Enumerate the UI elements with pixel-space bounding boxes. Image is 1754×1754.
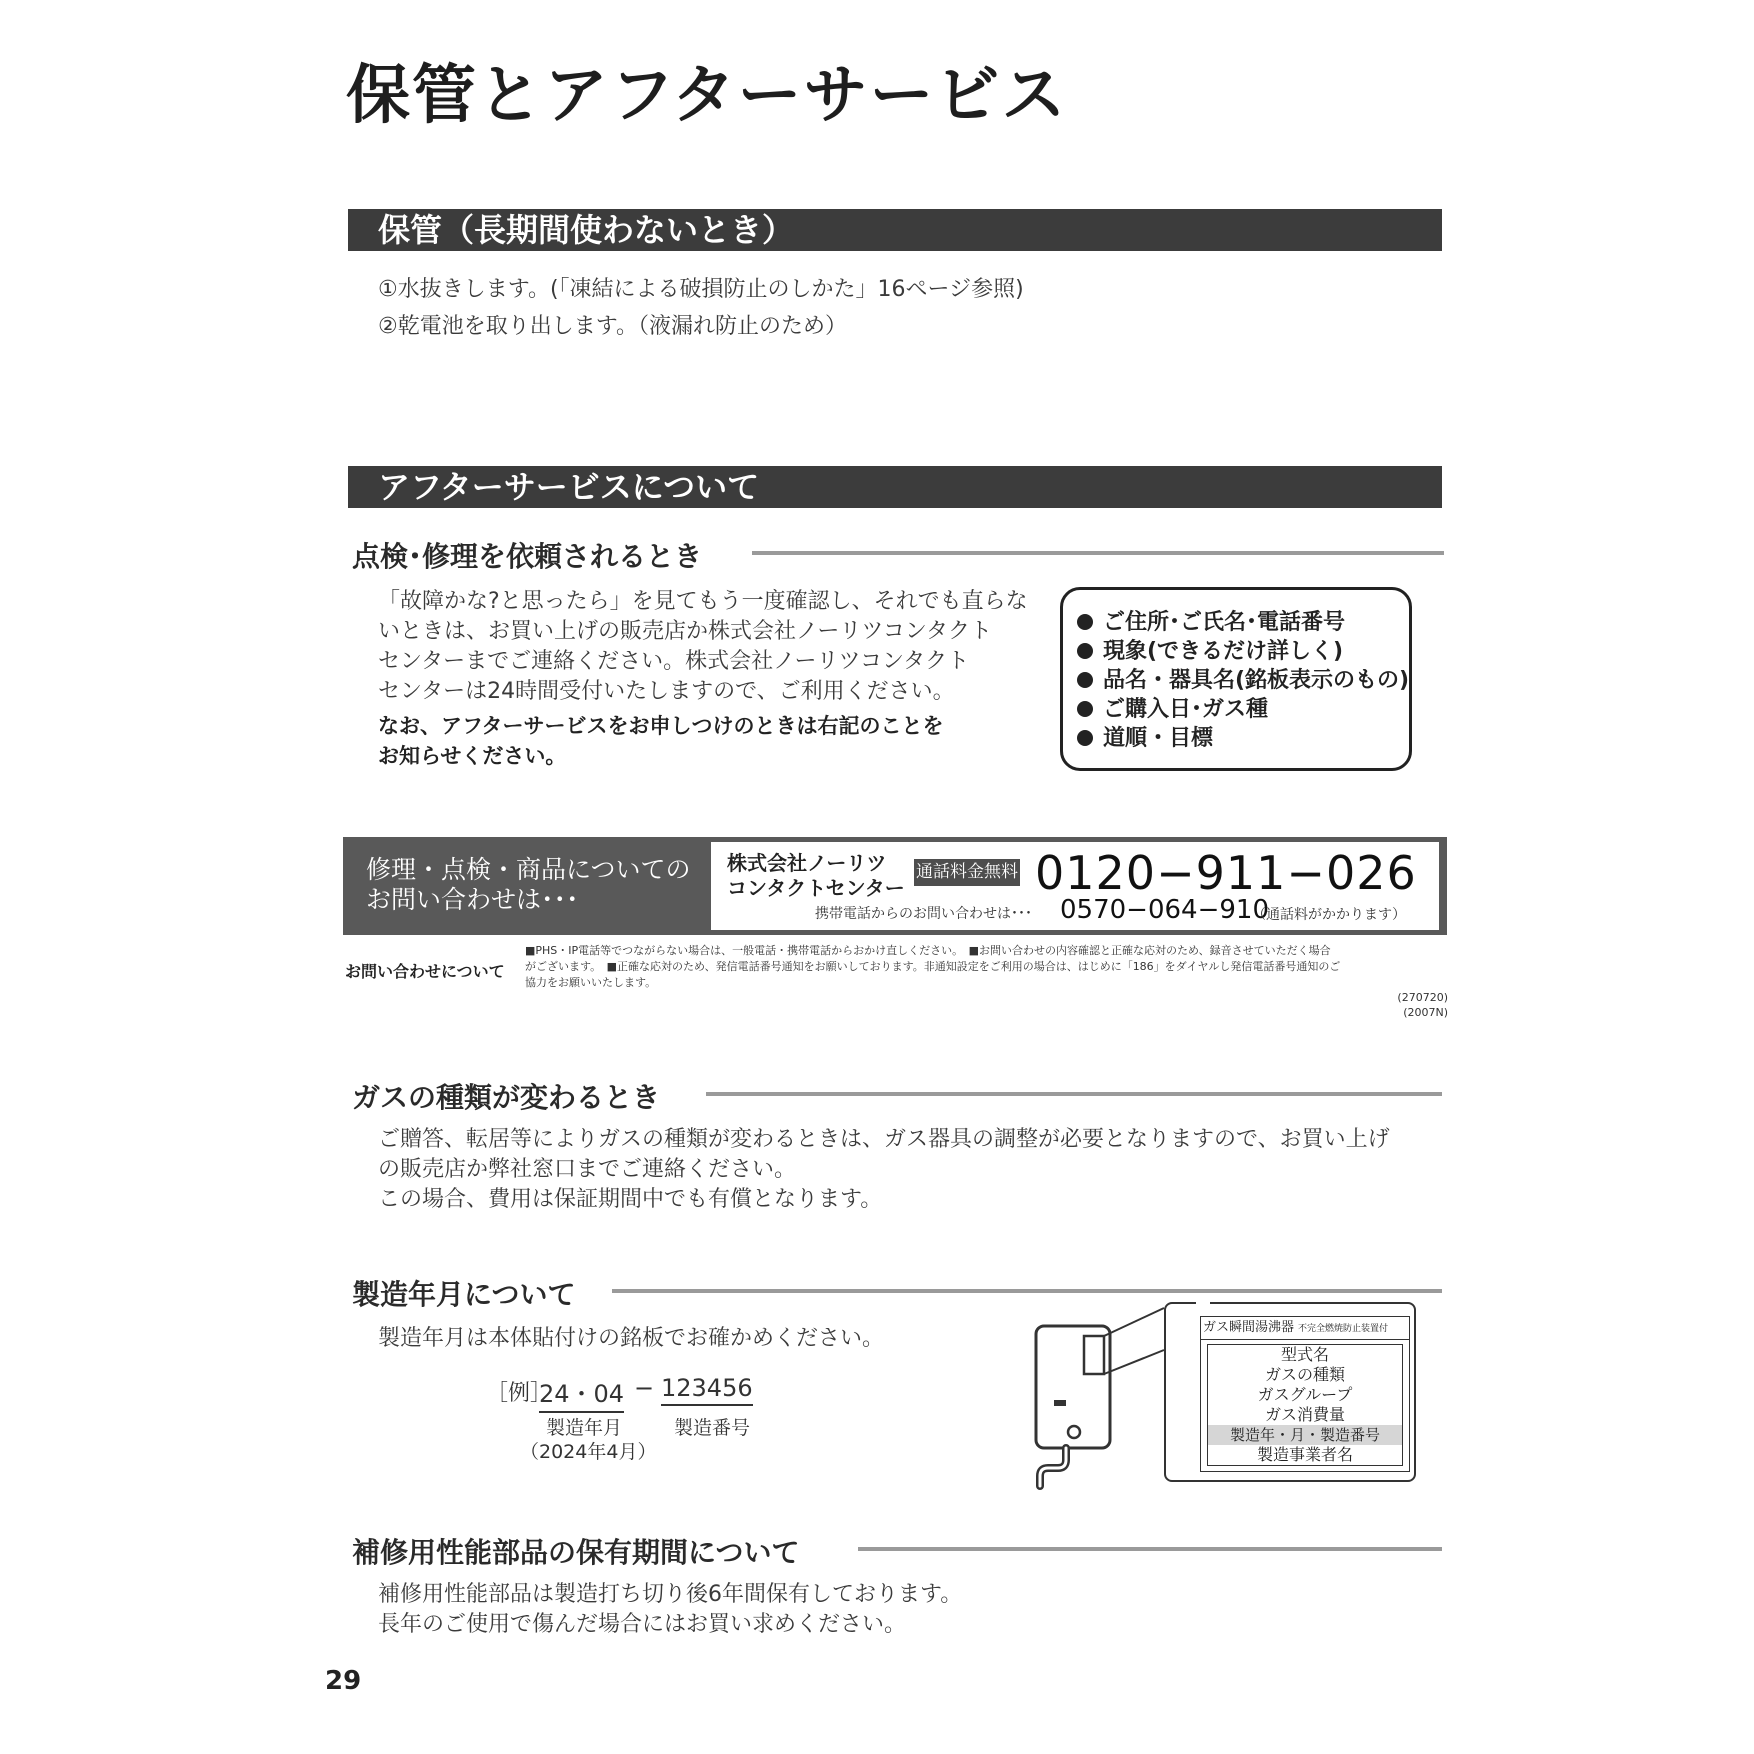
- inquiry-notes: [525, 943, 1445, 991]
- paragraph-line: センターは24時間受付いたしますので、ご利用ください。: [378, 679, 955, 704]
- contact-prompt-line: お問い合わせは･･･: [366, 885, 579, 914]
- tel-mobile[interactable]: 0570−064−910: [1060, 895, 1269, 925]
- paragraph-line: センターまでご連絡ください。株式会社ノーリツコンタクト: [378, 649, 970, 674]
- nameplate: [1200, 1316, 1410, 1472]
- section-heading-storage: 保管（長期間使わないとき）: [348, 209, 1442, 251]
- nameplate-row: 製造事業者名: [1256, 1445, 1353, 1464]
- bullet-icon: [1077, 730, 1093, 746]
- bullet-icon: [1077, 701, 1093, 717]
- note-line: がございます。 ■正確な応対のため、発信電話番号通知をお願いしております。非通知設定をご利用の場合は、はじめに「186」をダイヤルし発信電話番号通知のご: [525, 960, 1341, 973]
- label-manufacture-date: 製造年月: [546, 1417, 623, 1439]
- contact-prompt-line: 修理・点検・商品についての: [366, 855, 691, 884]
- inspection-text: [378, 587, 1028, 771]
- nameplate-marker: [1084, 1336, 1104, 1374]
- bullet-icon: [1077, 672, 1093, 688]
- example-dash: −: [634, 1374, 655, 1402]
- subheading-manufacture: 製造年月について: [352, 1278, 576, 1311]
- subheading-rule: [858, 1547, 1442, 1551]
- subheading-gas-change: ガスの種類が変わるとき: [352, 1081, 661, 1114]
- storage-item: ②乾電池を取り出します。（液漏れ防止のため）: [378, 314, 847, 339]
- section-heading-after-service: アフターサービスについて: [348, 466, 1442, 508]
- heater-knob: [1054, 1400, 1066, 1406]
- subheading-parts: 補修用性能部品の保有期間について: [352, 1536, 800, 1569]
- paragraph-line: 長年のご使用で傷んだ場合にはお買い求めください。: [378, 1612, 907, 1637]
- paragraph-line: 「故障かな?と思ったら」を見てもう一度確認し、それでも直らな: [378, 589, 1028, 614]
- nameplate-row: ガスグループ: [1257, 1385, 1353, 1404]
- label-date-note: （2024年4月）: [520, 1441, 657, 1463]
- storage-list: [378, 275, 1024, 342]
- storage-item: ①水抜きします。(「凍結による破損防止のしかた」16ページ参照): [378, 277, 1024, 302]
- paragraph-line: お知らせください。: [378, 744, 567, 768]
- subheading-rule: [612, 1289, 1442, 1293]
- doc-code: (2007N): [1403, 1006, 1448, 1019]
- bullet-icon: [1077, 643, 1093, 659]
- heater-button: [1068, 1426, 1080, 1438]
- note-line: 協力をお願いいたします。: [525, 976, 657, 989]
- checklist-item: ご住所･ご氏名･電話番号: [1077, 608, 1409, 637]
- nameplate-title-small: 不完全燃焼防止装置付: [1298, 1324, 1389, 1334]
- checklist-item: ご購入日･ガス種: [1077, 695, 1409, 724]
- paragraph-line: いときは、お買い上げの販売店か株式会社ノーリツコンタクト: [378, 619, 993, 644]
- nameplate-title: [1201, 1317, 1409, 1340]
- company-line: 株式会社ノーリツ: [727, 851, 887, 875]
- callout-line: [1104, 1350, 1164, 1374]
- checklist-item: 現象(できるだけ詳しく): [1077, 637, 1409, 666]
- paragraph-line: なお、アフターサービスをお申しつけのときは右記のことを: [378, 714, 944, 738]
- example-date: 24・04: [539, 1374, 624, 1413]
- paragraph-line: 補修用性能部品は製造打ち切り後6年間保有しております。: [378, 1582, 963, 1607]
- parts-text: [378, 1580, 962, 1640]
- subheading-inspection: 点検･修理を依頼されるとき: [352, 540, 703, 573]
- nameplate-title-text: ガス瞬間湯沸器: [1203, 1320, 1295, 1335]
- subheading-rule: [752, 551, 1444, 555]
- doc-code: (270720): [1397, 991, 1448, 1004]
- bullet-icon: [1077, 614, 1093, 630]
- page-number: 29: [325, 1666, 362, 1696]
- inquiry-label: お問い合わせについて: [345, 962, 505, 981]
- company-name: [727, 851, 905, 901]
- label-serial: 製造番号: [674, 1417, 751, 1439]
- subheading-rule: [706, 1092, 1442, 1096]
- gas-change-text: [378, 1125, 1390, 1215]
- nameplate-row: ガスの種類: [1264, 1365, 1345, 1384]
- info-checklist: [1060, 587, 1412, 771]
- callout-line: [1104, 1308, 1164, 1336]
- example-serial: 123456: [661, 1374, 753, 1406]
- page-title: 保管とアフターサービス: [346, 59, 1068, 133]
- paragraph-line: ご贈答、転居等によりガスの種類が変わるときは、ガス器具の調整が必要となりますので、お買い上げ: [378, 1127, 1390, 1152]
- contact-prompt: [366, 855, 691, 915]
- mobile-label: 携帯電話からのお問い合わせは･･･: [815, 906, 1032, 922]
- paragraph-line: この場合、費用は保証期間中でも有償となります。: [378, 1187, 883, 1212]
- paragraph-line: の販売店か弊社窓口までご連絡ください。: [378, 1157, 797, 1182]
- nameplate-row: ガス消費量: [1264, 1405, 1345, 1424]
- company-line: コンタクトセンター: [727, 876, 905, 900]
- note-line: ■PHS・IP電話等でつながらない場合は、一般電話・携帯電話からおかけ直しください。 ■お問い合わせの内容確認と正確な応対のため、録音させていただく場合: [525, 944, 1331, 957]
- checklist-item: 道順・目標: [1077, 724, 1409, 753]
- nameplate-row: 型式名: [1280, 1345, 1329, 1364]
- checklist-item: 品名・器具名(銘板表示のもの): [1077, 666, 1409, 695]
- nameplate-rows: [1207, 1344, 1403, 1466]
- tel-main[interactable]: 0120−911−026: [1035, 846, 1417, 900]
- nameplate-row-highlight: 製造年・月・製造番号: [1208, 1425, 1402, 1445]
- example-label: ［例］: [486, 1381, 553, 1406]
- manufacture-text: 製造年月は本体貼付けの銘板でお確かめください。: [378, 1326, 885, 1351]
- toll-free-badge: 通話料金無料: [914, 859, 1020, 886]
- mobile-charge-note: （通話料がかかります）: [1252, 907, 1406, 923]
